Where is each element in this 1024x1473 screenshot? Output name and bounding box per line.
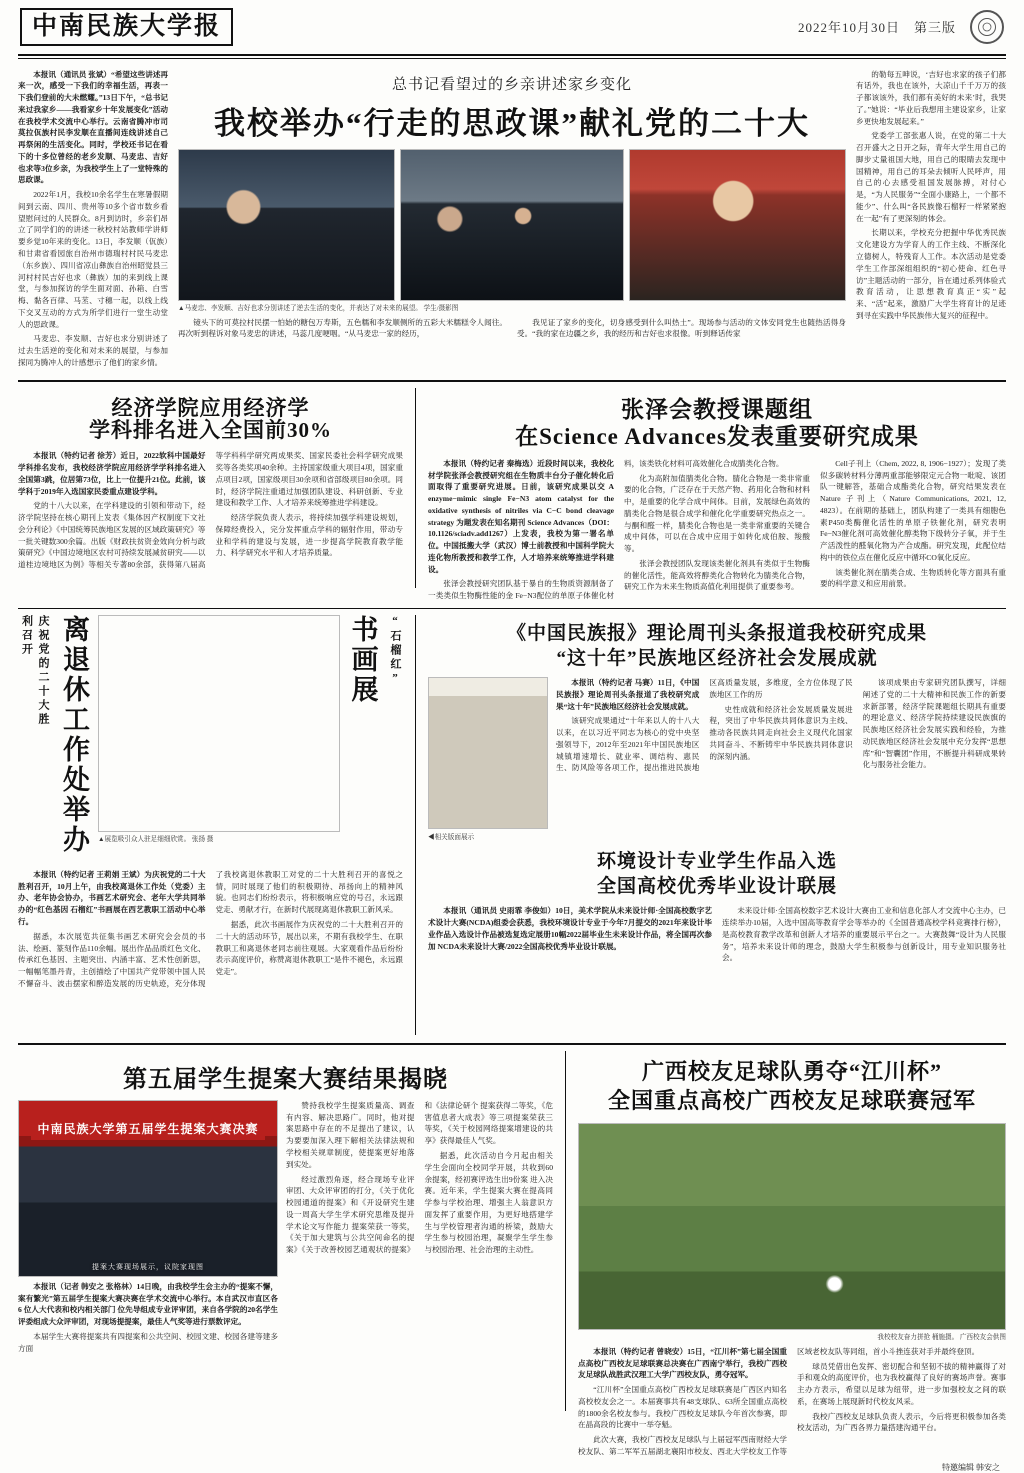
science-headline-1: 张泽会教授课题组 [621, 396, 813, 422]
econ-body [18, 450, 403, 571]
minzu-p1: 该研究成果通过“十年来以人的十八大以来，在以习近平同志为核心的党中央坚强领导下，2012年至2021年中国民族地区城镇增速增长、就业率、调结构、惠民生、防风险等各项工作，提出推进民族地区高质量发展，多维度，全方位体现了民族地区工作的历 [556, 678, 853, 773]
top-story-right-p3: 长期以来，学校充分把握中华优秀民族文化建设方为学育人的工作主线、不断深化立德树人，特残育人工作。本次活动是党委学生工作部深组组织的“初心使命、红色寻访”主题活动的一部分，旨在通过系列体验式教育活动，让思想教育真正“实”起来、“活”起来，激励广大学生将育计的足迹到寻在实践中华民族伟大复兴的征程中。 [856, 228, 1006, 320]
retired-small-title: 庆祝党的二十大胜利召开 [20, 614, 49, 727]
editor-credit: 特邀编辑 韩安之 [942, 1462, 1000, 1472]
retired-vertical-tag: “石榴红” [389, 614, 401, 687]
minzu-report-article [428, 621, 1006, 841]
top-story-center [178, 69, 846, 372]
fourth-band [14, 1051, 1010, 1458]
photo-auditorium [400, 149, 624, 301]
minzu-p3: 该项成果由专家研究团队撰写，详细阐述了党的二十大精神和民族工作的新要求新部署，经济学院课题组长期具有重要的理论意义、经济学院持续建设民族旗的民族地区经济社会发展实践和经验，为推动民族地区经济社会发展中充分发挥“思想库”和“智囊团”作用，不断提升科研成果转化与服务社会能力。 [862, 678, 1006, 770]
masthead-rule-thick [18, 54, 1006, 56]
retired-p1: 本报讯（特约记者 王莉娟 王斌）为庆祝党的二十大胜利召开，10月上午，由我校离退休工作处（党委）主办、老年协会协办，书画艺术研究会、老年大学共同举办的“红色基因 石榴红”书画展在西艺教职工活动中心举行。 [18, 869, 206, 926]
retired-vertical-title: 离退休工作处举办 [59, 614, 89, 855]
contest-mid-p1: 赞持我校学生提案质量高、调查有内容、解决思路广。同时，他对提案思路中存在的不足提出了建议，认为要要加深入理下解相关法律法规和学校相关规章制度，使提案更好地落到实处。 [286, 1100, 415, 1169]
design-p1: 未来设计师·全国高校数字艺术设计大赛由工业和信息化部人才交流中心主办，已连续举办10届，入选中国高等教育学会等举办的《全国普通高校学科竞赛排行榜》，是高校教育教学改革和创新人才培养的重要展示平台之一。大赛鼓舞“设计为人民服务”，培养未来设计师的理念，鼓励大学生积极参与创新设计，用专业知识服务社会。 [722, 906, 1006, 963]
econ-p1: 党的十八大以来，在学科建设的引领和带动下，经济学院坚持在核心期刊上发表《集体因产权制度下文社会分利论》《中国统筹民族地区发展的区域政策研究》等一批关键数300余篇。出版《财政扶贫资金效向分析与政策研究》《中国边境地区农村可持续发展减贫研究——以道桂边境地区为例》等相关专著80余部，获得第八届高等学科科学研究两成果奖、国家民委社会科学研究成果奖等各类奖项40余种。主持国家级重大项目4项，国家重点项目2项，国家级项目30余项和省部级项目80余项。同时，经济学院注重通过加强团队建设、科研创新、专业建设和教学工作、人才培养来统筹推进学科建设。 [18, 451, 403, 570]
science-p4: Cell子刊上（Chem, 2022, 8, 1906−1927）；发现了类似多碳转材料分薄两重部能够限定元合物一吡啶、该团队一键解答，基础合成酯类化合物，研究结果发表在 Nature 子刊上（Nature Communications, 2021, 12, 4823）。在前期的基础上，团队构建了一类具有细胞色素P450类酶催化活性的单原子铁催化剂，研究表明Fe−N3催化剂可高效催化醇类物下级转分子氧，并于生产活泼性的醛氧化物为产合成酯。研究发现，此配位结构中的铁位点在催化反应中循环CO氧化反应。 [820, 458, 1006, 562]
top-story-kicker: 总书记看望过的乡亲讲述家乡变化 [391, 76, 632, 93]
contest-left-p2: 本届学生大赛将提案共有四提案和公共空间、校园文建、校园各建等建多方面 [18, 1331, 278, 1353]
football-p2: 此次大赛，我校广西校友足球队与上届冠军西南财经大学校友队、第二军军五届湖北襄阳市校友、西北大学校友工作等区域老校友队等同组，首小斗挫连获对手并最终登顶。 [578, 1346, 980, 1456]
second-band [14, 388, 1010, 602]
top-story-left-column [18, 69, 168, 372]
retired-body [18, 869, 403, 990]
contest-left-p1: 本报讯（记者 韩安之 张格林）14日晚，由我校学生会主办的“提案不懈，案有繁光”第五届学生提案大赛决赛在学术交流中心举行。本自武汉市直区各 6 位人大代表和校内相关部门 位先导组成专业评审团，来自各学院的20名学生评委组成大众评审团，对现场提提案，最佳人气奖等进行票数评定。 [18, 1281, 278, 1327]
publication-date: 2022年10月30日 [797, 20, 900, 36]
football-p1: “江川杯”全国重点高校广西校友足球联赛是广西区内知名高校校友会之一。本届赛事共有48支球队、63所全国重点高校的1800余名校友参与。我校广西校友足球队今年首次参赛，即在晶高段的比赛中一举夺魁。 [578, 1385, 787, 1430]
econ-article [18, 388, 403, 602]
football-headline-1: 广西校友足球队勇夺“江川杯” [641, 1058, 942, 1084]
football-p3: 球员凭借出色发挥、密切配合和坚韧不拔的精神赢得了对手和观众的高度评价，也为我校赢得了良好的赛场声誉。赛事主办方表示，希望以足球为纽带，进一步加强校友之间的联系，在赛场上展现新时代校友风采。 [797, 1361, 1006, 1406]
econ-headline-2: 学科排名进入全国前30% [89, 417, 332, 442]
science-p5: 该类催化剂在腈类合成、生物质转化等方面具有重要的科学意义和应用前景。 [820, 567, 1006, 589]
minzu-body [556, 677, 1006, 841]
third-band [14, 615, 1010, 1035]
top-story-right-column [856, 69, 1006, 372]
science-p2: 化为高附加值腈类化合物。腈化合物是一类非常重要的化合物，广泛存在于天然产物、药用化合物和材料中，是重要的化学合成中间体。目前，发展绿色高效的腈类化合物是很合成学和催化化学重要研究热点之一。与酮和醛一样，腈类化合物也是一类非常重要的关键合成中间体，可以在合成中应用于如转化成伯胺、羧酸等。 [624, 473, 810, 554]
top-story-left-p2: 2022年1月，我校10余名学生在寒暑假期间到云南、四川、贵州等10多个省市数乡看望慰问过的人民群众。8月到访时，乡亲们昂立了同学们的的讲述一秋校村站教师学讲师要乡觉10年来的变化。13日，李发顺（佤族）和甘肃省看园旅自治州市德瑞村村民马麦忠（东乡族）、四川省凉山彝族自治州昭觉县三河村村民吉好也求（彝族）加的来到线上课堂，与参加探访的学生面对面、孙箱、白雪梅、黏各百律、马苤、寸穗一起，以线上线下交叉互动的方式为所学们进行一堂生动堂人的思政课。 [18, 190, 168, 329]
minzu-byline: 本报讯（特约记者 马赛）11日，《中国民族报》理论周刊头条报道了我校研究成果“这十年”民族地区经济社会发展成就。 [556, 678, 700, 711]
science-p1: 张泽会教授研究团队基于暴自的生物质资源制备了一类类似生物酶性能的金 Fe−N3配位的单原子体催化材料，该类铁化材料可高效催化合成腈类化合物。 [428, 458, 784, 601]
vertical-divider-3 [565, 1051, 566, 1411]
retired-vertical-subtitle: 书画展 [347, 614, 378, 705]
top-story-photo-caption: ▲马麦忠、李发顺、吉好也求分别讲述了逆去生活的变化，并表达了对未来的展望。 学生/摄影图 [178, 304, 459, 312]
top-story-left-p1: 本报讯（通讯员 张斌）“希望这些讲述再来一次，感受一下我们的幸福生活，再表一下我们登前的大未燃耀。”13日下午，“总书记来过我家乡——我看家乡十年发展变化”活动在我校学术交流中心举行。云南省腾冲市司莫拉佤族村民李发顺在直播间连线讲述自己再祭闲的生活变化。同时，学校还书记在看下的十多位曾经的老乡发顺、马麦忠、吉好也求等3位乡亲，为我校学生上了一堂特殊的思政课。 [18, 69, 168, 185]
top-story-caption-col-1 [178, 317, 507, 344]
section-divider-3 [18, 1043, 1006, 1045]
contest-photo-inner-label: 提案大赛现场展示，议院家现图 [92, 1262, 204, 1271]
design-headline-1: 环境设计专业学生作品入选 [596, 851, 837, 873]
minzu-headline-2: “这十年”民族地区经济社会发展成就 [556, 647, 878, 669]
seal-icon [970, 10, 1004, 44]
top-story-right-p1: 的勒每五呻说，‘吉好也求家的孩子们都有话外，我也在该外，大凉山千千万万的孩子都该该外，我们都有美好的未来’时，我哭了。”她说：“毕业后我想用主建设家乡，让家乡更快地发展起来。” [856, 69, 1006, 126]
vertical-divider-1 [415, 388, 416, 588]
contest-right-body [286, 1100, 553, 1358]
minzu-photo-caption: ◀相关版面展示 [428, 834, 475, 842]
econ-p2: 经济学院负责人表示，将持续加强学科建设规划，保障经费投入，完分发挥重点学科的辐射作用，带动专业和学科的建设与发展，进一步提高学院教育教学能力、科学研究水平和人才培养质量。 [215, 513, 403, 558]
retired-p3: 据悉，此次书画展作为庆祝党的二十大胜利召开的二十大的活动环节，展出以来，不期有我校学生、在职教职工和离退休老同志前往观展。大家观看作品后纷纷表示高度评价，称赞离退休教职工“是件不褪色，永远跟党走”。 [215, 919, 403, 977]
design-byline: 本报讯（通讯员 史雨霏 李俊如）10日，美术学院从未来设计师·全国高校数字艺术设计大赛(NCDA)组委会获悉，我校环境设计专业于今年7月提交的2021年来设计毕业作品入选设计作品被选复选定展册10幅2022届毕业生未来设计作品，将全国再次参加 NCDA未来设计大赛/2022全国高校优秀毕业设计联展。 [428, 906, 712, 951]
top-story-left-p3: 马麦忠、李发顺、吉好也求分别讲述了过去生活逆的变化和对未来的展望，与参加探同为腾冲人的计感想示了他们的家乡情。 [18, 334, 168, 367]
contest-banner-text: 中南民族大学第五届学生提案大赛决赛 [31, 1117, 265, 1140]
top-story [14, 65, 1010, 372]
football-body [578, 1346, 1006, 1458]
science-headline-2: 在Science Advances发表重要研究成果 [515, 423, 919, 449]
photo-calligraphy-exhibition [98, 615, 340, 832]
football-photo-caption: 我校校友奋力拼抢 桶施摄。 广西校友会供图 [877, 1333, 1006, 1341]
econ-headline-1: 经济学院应用经济学 [111, 395, 310, 420]
photo-villager-portrait [629, 149, 846, 301]
masthead-meta [798, 10, 1004, 44]
design-body [428, 905, 1006, 964]
masthead [14, 0, 1010, 52]
football-headline-2: 全国重点高校广西校友足球联赛冠军 [607, 1087, 976, 1113]
photo-speaker-screen [178, 149, 395, 301]
retired-exhibit-article [18, 615, 403, 1035]
retired-p2: 据悉，本次展览共征集书画艺术研究会会员的书法、绘画、篆刻作品110余幅。展出作品品质红色文化、传承红色基因、主题突出、内涵丰富、艺术性创新思，一幅幅笔墨丹青，主创描绘了中国共产党带领中国人民不懈奋斗、波击摆家和醉造发展的历史轨迹，充分体现了我校离退休教职工对党的二十大胜利召开的喜悦之情，同时展现了他们的积极期待、昂扬向上的精神风貌。也同志们纷纷表示，将积极响应党的号召，永远跟党走、勇献才行，在新时代展现离退休教职工新风采。 [18, 869, 403, 988]
science-body [428, 458, 1006, 602]
newspaper-title: 中南民族大学报 [20, 8, 233, 46]
photo-football-match [578, 1123, 1006, 1330]
photo-newspaper-page [428, 677, 548, 829]
top-story-caption-text-1: 镜头下的可莫拉村民摆一怕始的糖包万寿斯，五色糯和李发顺侧所的五彩大米糯糕令人闻往。再次听到程诉对象马麦忠的讲述，马蕊几度哽咽。“从马麦忠一家的经历， [178, 317, 507, 339]
minzu-headline-1: 《中国民族报》理论周刊头条报道我校研究成果 [506, 622, 927, 644]
contest-article [18, 1051, 553, 1458]
design-headline-2: 全国高校优秀毕业设计联展 [596, 875, 837, 897]
science-article [428, 388, 1006, 602]
contest-left-body [18, 1281, 278, 1355]
top-story-photo-strip [178, 149, 846, 301]
masthead-rule-thin [18, 58, 1006, 59]
contest-mid-p2: 经过激烈角逐，经合现场专业评审团、大众评审团的打分，《关于优化校园通道的提案》和《开设研究生建设一周高大学生学术研究思维及提升学术论文写作能力 提案荣获一等奖，《关于加大建筑与公共空间命名的提案》《关于改善校园艺通观状的提案》和《法律论研个 提案获得二等奖，《危害值息者大成表》等三项提案荣获三等奖，《关于校园网络提案增建设的共享》获得最佳人气奖。 [286, 1100, 553, 1255]
football-article [578, 1051, 1006, 1458]
science-p3: 张泽会教授团队发现该类催化剂具有类似于生物酶的催化活性，能高效将醇类化合物转化为腈类化合物，研究工作为未来生物质高值化利用提供了重要参考。 [624, 558, 810, 592]
section-divider-2 [18, 608, 1006, 609]
econ-byline: 本报讯（特约记者 徐芳）近日，2022软科中国最好学科排名发布，我校经济学院应用经济学学科排名进入全国第3跳，位居第73位，比上一位提升21位。此前，该学科于2019年入选国家民委重点建设学科。 [18, 451, 206, 496]
football-p4: 我校广西校友足球队负责人表示，今后将更积极参加各类校友活动，为广西各界力量搭建沟通平台。 [797, 1411, 1006, 1433]
top-story-headline: 我校举办“行走的思政课”献礼党的二十大 [214, 105, 810, 141]
minzu-p2: 史性成就和经济社会发展质量发展进程，突出了中华民族共同体意识为主线、推动各民族共同走向社会主义现代化国家共同奋斗、不断铸牢中华民族共同体意识的深刻内涵。 [709, 704, 853, 761]
retired-title-block [18, 615, 403, 865]
contest-headline: 第五届学生提案大赛结果揭晓 [123, 1066, 448, 1093]
top-story-caption-col-2 [517, 317, 846, 344]
science-byline: 本报讯（特约记者 秦梅选）近段时间以来，我校化材学院张泽会教授研究组在生物质丰台分子催化转化后面取得了重要研究进展。日前，该研究成果以交 A enzyme−mimic single Fe−N3 atom catalyst for the oxidative synthesis of nitriles via C−C bond cleavage strategy 为题发表在知名期刊 Science Advances（DOI：10.1126/sciadv.add1267）上发表，我校为第一署名单位。中国抵搬大学（武汉）博士前教授和中国科学院大连化物所教授和教学工作，人才培养来统筹推进学科建设。 [428, 458, 614, 574]
top-story-caption-text-2: 我见证了家乡的变化，切身感受到什么叫热土”。现场参与活动的文体安同党生也随热活得身受。“我的家在边疆之乡，我的经历和吉好也求很像。听到释话传家 [517, 317, 846, 339]
photo-contest-stage [18, 1100, 278, 1277]
section-divider-1 [18, 380, 1006, 382]
edition-label: 第三版 [913, 20, 956, 36]
retired-photo-caption: ▲展览吸引众人驻足细细欣赏。 张扬 摄 [98, 835, 214, 843]
contest-mid-p3: 据悉，此次活动自今月起由相关学生会面向全校同学开展，共收到60余提案，经初赛评选生出9份案 进入决赛。近年来，学生提案大赛在提高同学参与学校治理、增强主人翁意识方面发挥了重要作用，为更好地搭建学生与学校管理者沟通的桥梁，鼓励大学生参与校园治理，凝聚学生学生参与校园治理、社会治理的主动性。 [424, 1150, 553, 1255]
top-story-right-p2: 党委学工部张惠人说，在党的第二十大召开盛大之日开之际，青年大学生用自己的脚步丈量祖国大地，用自己的眼睛去发现中国精神，用自己的耳朵去倾听人民呼声，用自己的心去感受祖国发展脉搏，对付心是，“为人民服务”“全面小康路上，一个都不能少”、什么叫“各民族像石榴籽一样紧紧抱在一起”有了更深刻的体会。 [856, 131, 1006, 223]
vertical-divider-2 [415, 615, 416, 1035]
right-stack [428, 615, 1006, 1035]
football-byline: 本报讯（特约记者 曾晓安）15日，“江川杯”第七届全国重点高校广西校友足球联赛总决赛在广西南宁举行，我校广西校友足球队战胜武汉理工大学广西校友队，勇夺冠军。 [578, 1346, 787, 1380]
design-article [428, 849, 1006, 964]
